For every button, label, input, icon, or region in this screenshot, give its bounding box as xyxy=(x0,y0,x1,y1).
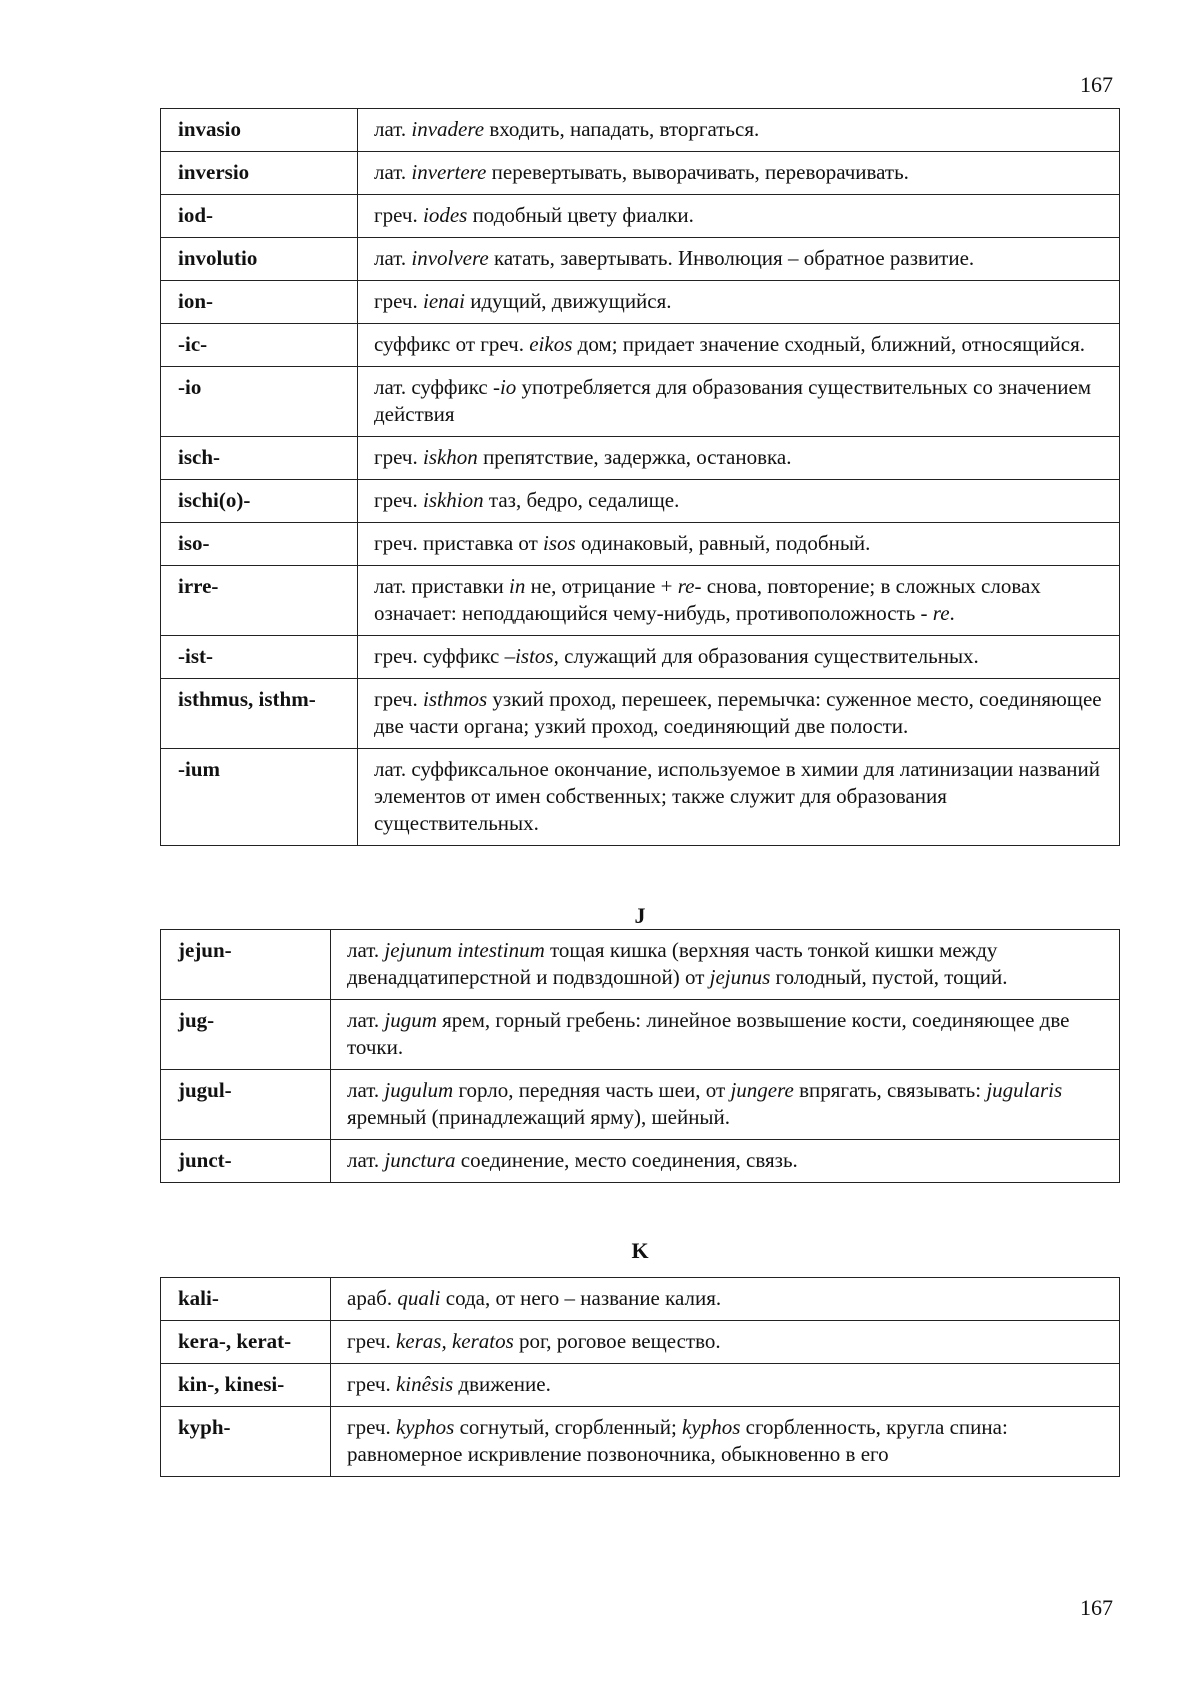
entry-term: -ic- xyxy=(161,324,358,367)
definition-text: греч. xyxy=(347,1415,396,1439)
table-row xyxy=(161,930,1120,1000)
etymon-word: jugularis xyxy=(986,1078,1063,1102)
definition-text: таз, бедро, седалище. xyxy=(483,488,680,512)
entry-definition xyxy=(358,679,1120,749)
entry-term: isthmus, isthm- xyxy=(161,679,358,749)
definition-text: лат. xyxy=(347,1148,385,1172)
definition-text: снова, повторение; в сложных словах означает: неподдающийся чему-нибудь, противоположность - xyxy=(374,574,1041,625)
definition-text: греч. xyxy=(374,203,423,227)
etymon-word: jugulum xyxy=(384,1078,454,1102)
etymon-word: isthmos xyxy=(422,687,488,711)
definition-text: лат. xyxy=(347,938,385,962)
definition-text: ярем, горный гребень: линейное возвышение кости, соединяющее две точки. xyxy=(347,1008,1070,1059)
entry-definition xyxy=(331,1278,1120,1321)
etymon-word: iodes xyxy=(422,203,468,227)
entry-definition xyxy=(358,636,1120,679)
entry-definition xyxy=(331,1070,1120,1140)
entry-definition xyxy=(358,523,1120,566)
etymon-word: quali xyxy=(397,1286,441,1310)
definition-text: лат. суффиксальное окончание, используемое в химии для латинизации названий элементов от имен собственных; также служит для образования существительных. xyxy=(374,757,1100,835)
definition-text: препятствие, задержка, остановка. xyxy=(477,445,792,469)
entry-term: jejun- xyxy=(161,930,331,1000)
entry-definition xyxy=(331,930,1120,1000)
definition-text: движение. xyxy=(453,1372,551,1396)
entry-term: -ist- xyxy=(161,636,358,679)
definition-text: лат. приставки xyxy=(374,574,510,598)
table-row xyxy=(161,109,1120,152)
etymon-word: junctura xyxy=(384,1148,456,1172)
entry-definition xyxy=(331,1364,1120,1407)
definition-text: . xyxy=(949,601,955,625)
entry-definition xyxy=(358,238,1120,281)
entry-definition xyxy=(331,1000,1120,1070)
table-row xyxy=(161,1364,1120,1407)
entry-definition xyxy=(358,281,1120,324)
definition-text: лат. xyxy=(374,117,412,141)
definition-text: сгорбленность, кругла спина: равномерное искривление позвоночника, обыкновенно в его xyxy=(347,1415,1008,1466)
table-row xyxy=(161,679,1120,749)
table-row xyxy=(161,238,1120,281)
entry-term: junct- xyxy=(161,1140,331,1183)
definition-text: согнутый, сгорбленный; xyxy=(454,1415,683,1439)
etymon-word: keras, keratos xyxy=(395,1329,514,1353)
entry-term: jugul- xyxy=(161,1070,331,1140)
etymon-word: kyphos xyxy=(682,1415,741,1439)
table-row xyxy=(161,324,1120,367)
definition-text: лат. xyxy=(347,1008,385,1032)
definition-text: греч. суффикс xyxy=(374,644,505,668)
entry-term: -io xyxy=(161,367,358,437)
definition-text: входить, нападать, вторгаться. xyxy=(484,117,760,141)
definition-text: греч. приставка от xyxy=(374,531,544,555)
entry-definition xyxy=(358,152,1120,195)
table-row xyxy=(161,281,1120,324)
definition-text: соединение, место соединения, связь. xyxy=(455,1148,798,1172)
etymon-word: invadere xyxy=(411,117,485,141)
etymon-word: eikos xyxy=(529,332,573,356)
table-row xyxy=(161,1070,1120,1140)
definition-text: горло, передняя часть шеи, от xyxy=(453,1078,731,1102)
etymon-word: involvere xyxy=(411,246,489,270)
etymon-word: jugum xyxy=(384,1008,437,1032)
etymon-word: iskhon xyxy=(422,445,478,469)
entry-term: ion- xyxy=(161,281,358,324)
dictionary-table-i xyxy=(160,108,1120,846)
entry-term: iso- xyxy=(161,523,358,566)
etymon-word: isos xyxy=(543,531,576,555)
definition-text: тощая кишка (верхняя часть тонкой кишки между двенадцатиперстной и подвздошной) от xyxy=(347,938,998,989)
table-row xyxy=(161,566,1120,636)
definition-text: лат. xyxy=(374,160,412,184)
etymon-word: invertere xyxy=(411,160,487,184)
entry-definition xyxy=(358,566,1120,636)
etymon-word: jungere xyxy=(730,1078,794,1102)
section-heading-j: J xyxy=(634,903,646,928)
definition-text: греч. xyxy=(347,1329,396,1353)
entry-term: irre- xyxy=(161,566,358,636)
entry-definition xyxy=(358,480,1120,523)
etymon-word: re- xyxy=(677,574,702,598)
entry-definition xyxy=(331,1321,1120,1364)
table-row xyxy=(161,1000,1120,1070)
definition-text: араб. xyxy=(347,1286,398,1310)
definition-text: катать, завертывать. Инволюция – обратное развитие. xyxy=(488,246,975,270)
table-row xyxy=(161,636,1120,679)
dictionary-table-k xyxy=(160,1277,1120,1477)
definition-text: греч. xyxy=(374,289,423,313)
definition-text: идущий, движущийся. xyxy=(464,289,672,313)
table-row xyxy=(161,1407,1120,1477)
table-row xyxy=(161,367,1120,437)
etymon-word: –istos, xyxy=(504,644,559,668)
definition-text: яремный (принадлежащий ярму), шейный. xyxy=(347,1105,731,1129)
entry-definition xyxy=(358,195,1120,238)
definition-text: перевертывать, выворачивать, переворачивать. xyxy=(486,160,909,184)
section-heading-k: K xyxy=(631,1238,649,1263)
entry-term: -ium xyxy=(161,749,358,846)
dictionary-table-j xyxy=(160,929,1120,1183)
definition-text: узкий проход, перешеек, перемычка: суженное место, соединяющее две части органа; узкий проход, соединяющий две полости. xyxy=(374,687,1102,738)
entry-definition xyxy=(331,1140,1120,1183)
definition-text: лат. суффикс xyxy=(374,375,493,399)
definition-text: одинаковый, равный, подобный. xyxy=(575,531,871,555)
definition-text: дом; придает значение сходный, ближний, относящийся. xyxy=(572,332,1086,356)
entry-term: isch- xyxy=(161,437,358,480)
entry-definition xyxy=(358,749,1120,846)
table-row xyxy=(161,523,1120,566)
definition-text: греч. xyxy=(347,1372,396,1396)
etymon-word: kinêsis xyxy=(395,1372,454,1396)
table-row xyxy=(161,195,1120,238)
etymon-word: re xyxy=(932,601,950,625)
etymon-word: iskhion xyxy=(422,488,484,512)
table-row xyxy=(161,1140,1120,1183)
table-row xyxy=(161,480,1120,523)
definition-text: рог, роговое вещество. xyxy=(513,1329,721,1353)
page-number-bottom: 167 xyxy=(1080,1595,1113,1620)
entry-term: kali- xyxy=(161,1278,331,1321)
definition-text: не, отрицание + xyxy=(525,574,678,598)
definition-text: лат. xyxy=(347,1078,385,1102)
definition-text: служащий для образования существительных. xyxy=(558,644,979,668)
entry-term: kin-, kinesi- xyxy=(161,1364,331,1407)
definition-text: подобный цвету фиалки. xyxy=(467,203,694,227)
etymon-word: in xyxy=(509,574,526,598)
definition-text: голодный, пустой, тощий. xyxy=(770,965,1008,989)
etymon-word: ienai xyxy=(422,289,465,313)
entry-definition xyxy=(358,324,1120,367)
entry-definition xyxy=(331,1407,1120,1477)
definition-text: употребляется для образования существительных со значением действия xyxy=(374,375,1092,426)
table-row xyxy=(161,152,1120,195)
etymon-word: kyphos xyxy=(395,1415,455,1439)
etymon-word: -io xyxy=(492,375,517,399)
etymon-word: jejunum intestinum xyxy=(384,938,545,962)
table-row xyxy=(161,1321,1120,1364)
entry-definition xyxy=(358,367,1120,437)
entry-definition xyxy=(358,437,1120,480)
definition-text: греч. xyxy=(374,488,423,512)
definition-text: впрягать, связывать: xyxy=(793,1078,987,1102)
entry-definition xyxy=(358,109,1120,152)
entry-term: iod- xyxy=(161,195,358,238)
definition-text: лат. xyxy=(374,246,412,270)
definition-text: греч. xyxy=(374,687,423,711)
page-number-top: 167 xyxy=(1080,72,1113,97)
entry-term: jug- xyxy=(161,1000,331,1070)
definition-text: сода, от него – название калия. xyxy=(440,1286,722,1310)
etymon-word: jejunus xyxy=(709,965,771,989)
entry-term: ischi(o)- xyxy=(161,480,358,523)
entry-term: involutio xyxy=(161,238,358,281)
entry-term: kera-, kerat- xyxy=(161,1321,331,1364)
table-row xyxy=(161,749,1120,846)
entry-term: kyph- xyxy=(161,1407,331,1477)
entry-term: inversio xyxy=(161,152,358,195)
entry-term: invasio xyxy=(161,109,358,152)
table-row xyxy=(161,1278,1120,1321)
table-row xyxy=(161,437,1120,480)
definition-text: суффикс от греч. xyxy=(374,332,530,356)
definition-text: греч. xyxy=(374,445,423,469)
